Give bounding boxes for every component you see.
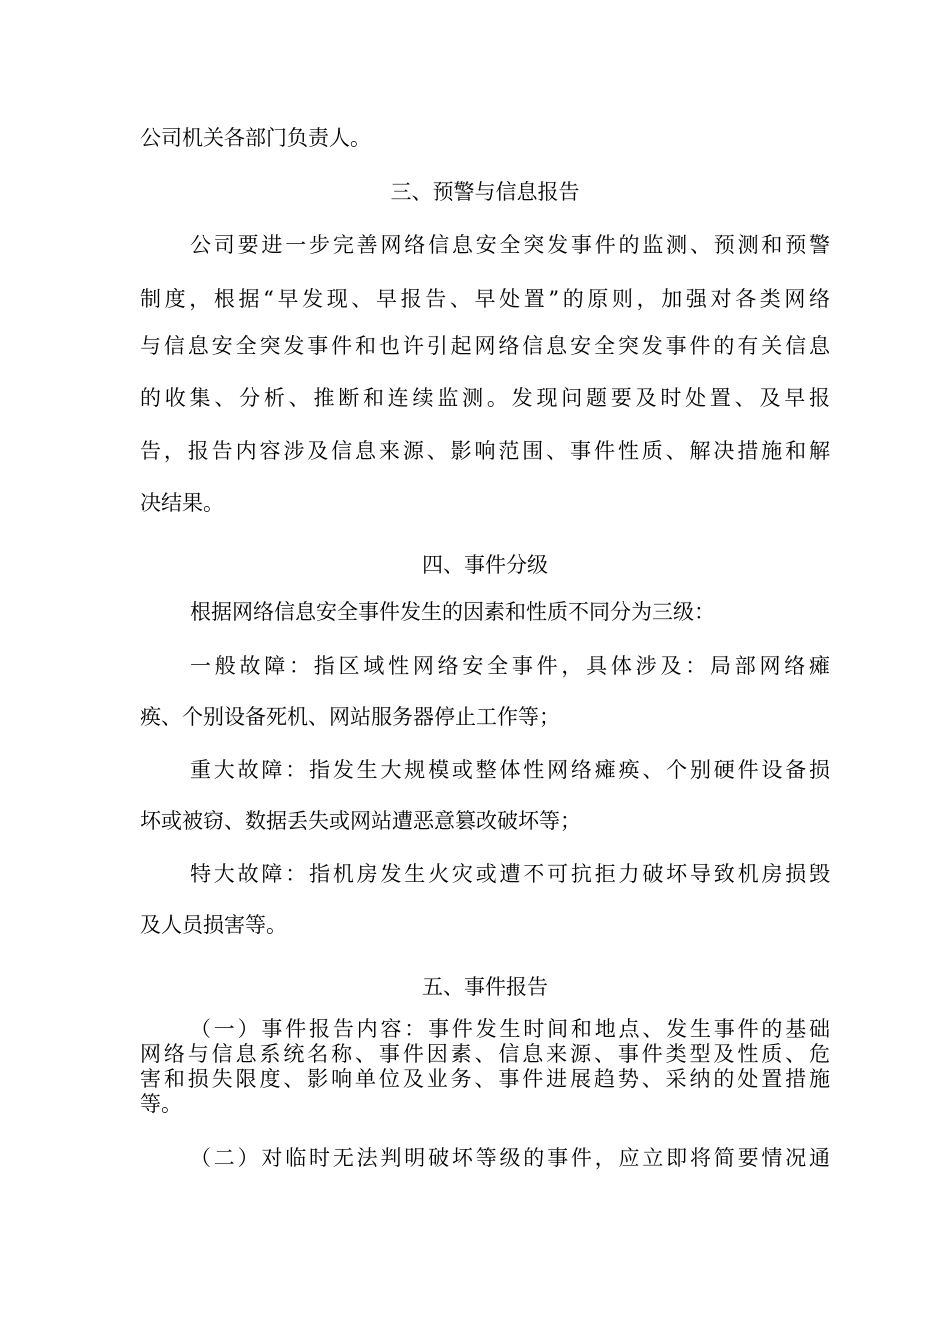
paragraph-line: 及人员损害等。 bbox=[140, 913, 287, 937]
paragraph-line: 根据网络信息安全事件发生的因素和性质不同分为三级： bbox=[190, 600, 715, 624]
section-heading-5: 五、事件报告 bbox=[422, 975, 548, 999]
paragraph-line: 的收集、分析、推断和连续监测。发现问题要及时处置、及早报 bbox=[140, 386, 830, 410]
paragraph-line: 一般故障：指区域性网络安全事件，具体涉及：局部网络瘫 bbox=[190, 654, 830, 678]
paragraph-line: 告，报告内容涉及信息来源、影响范围、事件性质、解决措施和解 bbox=[140, 439, 830, 463]
paragraph-line: （一）事件报告内容：事件发生时间和地点、发生事件的基础 bbox=[190, 1017, 830, 1041]
paragraph-line: 决结果。 bbox=[140, 491, 224, 515]
paragraph-line: 坏或被窃、数据丢失或网站遭恶意篡改破坏等； bbox=[140, 809, 581, 833]
section-heading-3: 三、预警与信息报告 bbox=[390, 180, 580, 204]
paragraph-line: 网络与信息系统名称、事件因素、信息来源、事件类型及性质、危 bbox=[140, 1042, 830, 1066]
paragraph-event-report-content bbox=[140, 1017, 830, 1117]
section-heading-4: 四、事件分级 bbox=[422, 553, 548, 577]
paragraph-line: 公司要进一步完善网络信息安全突发事件的监测、预测和预警 bbox=[190, 233, 830, 257]
paragraph-line: 与信息安全突发事件和也许引起网络信息安全突发事件的有关信息 bbox=[140, 334, 830, 358]
paragraph-line: 制度，根据“早发现、早报告、早处置”的原则，加强对各类网络 bbox=[140, 287, 830, 311]
paragraph-line: （二）对临时无法判明破坏等级的事件，应立即将简要情况通 bbox=[190, 1146, 830, 1170]
paragraph-line: 重大故障：指发生大规模或整体性网络瘫痪、个别硬件设备损 bbox=[190, 758, 830, 782]
paragraph-line: 痪、个别设备死机、网站服务器停止工作等； bbox=[140, 705, 560, 729]
paragraph-line: 等。 bbox=[140, 1092, 182, 1116]
paragraph-line: 公司机关各部门负责人。 bbox=[140, 126, 371, 150]
paragraph-line: 害和损失限度、影响单位及业务、事件进展趋势、采纳的处置措施 bbox=[140, 1067, 830, 1091]
paragraph-line: 特大故障：指机房发生火灾或遭不可抗拒力破坏导致机房损毁 bbox=[190, 862, 830, 886]
